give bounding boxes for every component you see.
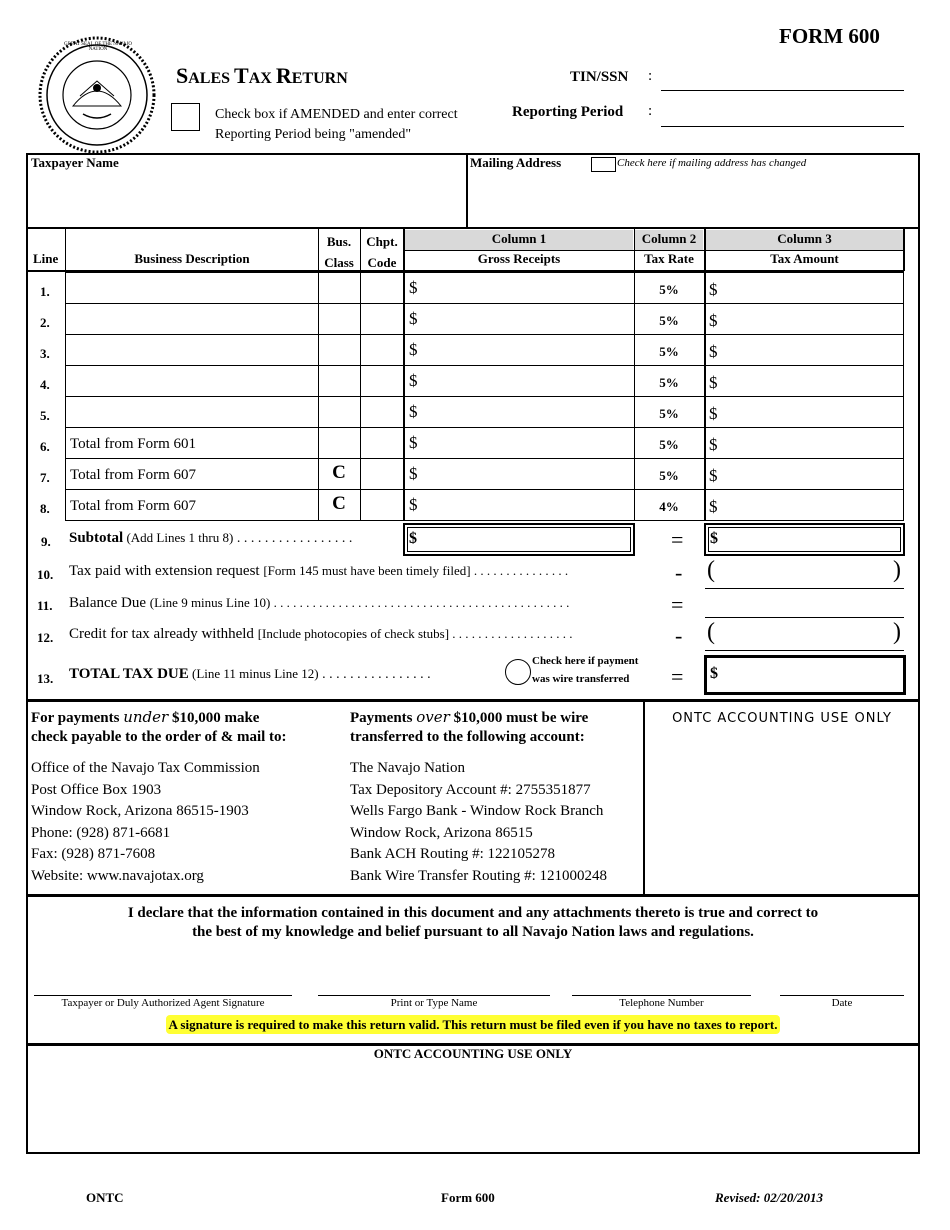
tax-amount-dollar: $ (709, 373, 718, 392)
line-9-tax-amount[interactable] (704, 523, 905, 556)
chpt-code-cell[interactable] (360, 489, 404, 521)
tax-amount-dollar: $ (709, 435, 718, 454)
line-13-dollar: $ (710, 665, 718, 682)
tax-rate-value: 5% (659, 282, 679, 297)
gross-receipts-cell[interactable] (403, 303, 635, 335)
line-9-dots: . . . . . . . . . . . . . . . . . (233, 531, 353, 546)
tax-rate-value: 5% (659, 313, 679, 328)
grid-line (903, 228, 905, 271)
gross-receipts-cell[interactable] (403, 272, 635, 304)
amended-instruction (215, 105, 458, 145)
line-13-dots: . . . . . . . . . . . . . . . . (318, 667, 431, 682)
tax-amount-cell[interactable] (704, 365, 904, 397)
period-colon: : (648, 103, 653, 119)
under-post: $10,000 make (168, 710, 260, 726)
chpt-code-cell[interactable] (360, 303, 404, 335)
col-chpt-header (361, 231, 403, 273)
line-number: 3. (40, 346, 50, 361)
business-description-cell[interactable] (65, 303, 319, 335)
business-description-cell[interactable] (65, 334, 319, 366)
tax-amount-cell[interactable] (704, 396, 904, 428)
tax-rate-value: 4% (659, 499, 679, 514)
line-number: 1. (40, 284, 50, 299)
over-pre: Payments (350, 710, 417, 726)
mail-line: Website: www.navajotax.org (31, 867, 204, 884)
line-13-equals: = (671, 664, 684, 689)
tax-rate-value: 5% (659, 375, 679, 390)
tax-amount-cell[interactable] (704, 458, 904, 490)
signature-label: Taxpayer or Duly Authorized Agent Signature (61, 997, 265, 1009)
col-bus-header-1: Bus. (326, 234, 352, 249)
line-10-minus: - (675, 560, 683, 585)
tin-label: TIN/SSN (570, 69, 629, 85)
line-12-label (69, 626, 684, 643)
print-name-label: Print or Type Name (390, 997, 478, 1009)
grid-line (65, 228, 66, 271)
tin-input[interactable] (661, 90, 904, 91)
tax-rate-value: 5% (659, 344, 679, 359)
gross-receipts-dollar: $ (409, 433, 418, 452)
tax-amount-dollar: $ (709, 280, 718, 299)
signature-warning-text: A signature is required to make this return valid. This return must be filed even if you have no taxes to report. (166, 1015, 781, 1034)
line-11-dots: . . . . . . . . . . . . . . . . . . . . . . . . . . . . . . . . . . . . . . . . . . . . . . (270, 595, 570, 610)
name-row-bottom (27, 227, 919, 229)
title-letter: R (275, 63, 292, 88)
taxpayer-name-label: Taxpayer Name (31, 155, 119, 170)
gross-receipts-cell[interactable] (403, 365, 635, 397)
footer-left: ONTC (86, 1190, 124, 1205)
tax-amount-cell[interactable] (704, 334, 904, 366)
mailing-address-field[interactable] (468, 174, 918, 226)
gross-receipts-dollar: $ (409, 371, 418, 390)
bus-class-cell[interactable] (318, 396, 361, 428)
title-rest: ETURN (291, 70, 348, 87)
bus-class-cell[interactable] (318, 365, 361, 397)
seal-text: GREAT SEAL OF THE NAVAJO NATION (63, 42, 133, 52)
gross-receipts-dollar: $ (409, 495, 418, 514)
line-13-note: (Line 11 minus Line 12) (188, 666, 319, 681)
mail-line: Phone: (928) 871-6681 (31, 824, 171, 841)
line-10-input[interactable] (705, 588, 904, 589)
telephone-input[interactable] (572, 995, 751, 996)
over-heading-line-2: transferred to the following account: (350, 729, 585, 745)
col-line-header: Line (33, 251, 59, 266)
grid-line (403, 228, 405, 271)
line-13-number: 13. (37, 671, 54, 686)
chpt-code-cell[interactable] (360, 272, 404, 304)
mail-line: Fax: (928) 871-7608 (31, 846, 156, 862)
line-12-lparen: ( (707, 619, 715, 645)
gross-receipts-cell[interactable] (403, 489, 635, 521)
header-mid-line (404, 250, 904, 251)
reporting-period-label: Reporting Period (512, 104, 624, 120)
print-name-input[interactable] (318, 995, 550, 996)
form-number: FORM 600 (779, 24, 880, 48)
amended-line-2: Reporting Period being "amended" (215, 127, 412, 142)
footer-revised: Revised: 02/20/2013 (715, 1190, 823, 1205)
mailing-changed-checkbox[interactable] (591, 157, 616, 172)
col-desc-header: Business Description (134, 251, 250, 266)
payment-divider (643, 701, 645, 895)
line-9-title: Subtotal (69, 530, 124, 546)
line-12-input[interactable] (705, 650, 904, 651)
gross-receipts-cell[interactable] (403, 396, 635, 428)
line-9-number: 9. (41, 534, 51, 549)
line-number: 7. (40, 470, 50, 485)
chpt-code-cell[interactable] (360, 427, 404, 459)
line-number: 5. (40, 408, 50, 423)
bus-class-cell[interactable] (318, 272, 361, 304)
line-11-title: Balance Due (69, 595, 150, 611)
amended-line-1: Check box if AMENDED and enter correct (215, 107, 458, 122)
gross-receipts-cell[interactable] (403, 427, 635, 459)
line-12-minus: - (675, 623, 683, 648)
col-bus-header-2: Class (324, 255, 354, 270)
chpt-code-cell[interactable] (360, 334, 404, 366)
wire-transfer-radio[interactable] (505, 659, 531, 685)
line-12-dots: . . . . . . . . . . . . . . . . . . . (449, 626, 573, 641)
under-heading-line-1 (31, 708, 287, 728)
total-tax-due-input[interactable] (704, 655, 906, 695)
declaration-text (28, 904, 918, 942)
over-post: $10,000 must be wire (449, 710, 589, 726)
line-column-divider (65, 271, 66, 272)
line-9-dollar: $ (409, 530, 417, 547)
tax-amount-dollar: $ (709, 342, 718, 361)
date-label: Date (831, 997, 853, 1009)
signature-warning (28, 1017, 918, 1033)
chpt-code-cell[interactable] (360, 396, 404, 428)
line-10-number: 10. (37, 567, 54, 582)
gross-receipts-dollar: $ (409, 340, 418, 359)
col-chpt-header-1: Chpt. (366, 234, 398, 249)
title-letter: S (176, 63, 189, 88)
under-heading-line-2: check payable to the order of & mail to: (31, 729, 287, 745)
line-11-input[interactable] (705, 617, 904, 618)
grid-line (360, 228, 361, 271)
tax-amount-dollar: $ (709, 466, 718, 485)
line-9-note: (Add Lines 1 thru 8) (123, 530, 234, 545)
signature-input[interactable] (34, 995, 292, 996)
tax-amount-dollar: $ (709, 311, 718, 330)
line-10-lparen: ( (707, 557, 715, 583)
gross-receipts-dollar: $ (409, 278, 418, 297)
mailing-address-block (31, 758, 260, 887)
mail-line: Post Office Box 1903 (31, 781, 162, 798)
wire-line: Tax Depository Account #: 2755351877 (350, 781, 591, 798)
grid-line (318, 228, 319, 271)
col1-bottom-header: Gross Receipts (477, 251, 561, 266)
ontc-accounting-label-2: ONTC ACCOUNTING USE ONLY (373, 1046, 573, 1061)
line-11-number: 11. (37, 598, 53, 613)
taxpayer-name-field[interactable] (28, 172, 464, 226)
grid-line (704, 228, 706, 271)
wire-line: Bank Wire Transfer Routing #: 121000248 (350, 867, 608, 884)
wire-label-1: Check here if payment (532, 655, 639, 667)
line-11-label (69, 595, 679, 612)
col3-bottom-header: Tax Amount (770, 251, 839, 266)
declaration-line-1: I declare that the information contained in this document and any attachments thereto is true and correct to (127, 905, 819, 921)
business-description-cell[interactable] (65, 396, 319, 428)
gross-receipts-dollar: $ (409, 309, 418, 328)
title-letter: T (234, 63, 249, 88)
line-number: 8. (40, 501, 50, 516)
over-word: over (416, 708, 450, 726)
col1-top-header: Column 1 (491, 231, 547, 246)
chpt-code-cell[interactable] (360, 458, 404, 490)
row-description: Total from Form 601 (70, 436, 197, 452)
under-word: under (123, 708, 169, 726)
line-10-dots: . . . . . . . . . . . . . . . (470, 563, 569, 578)
tax-amount-dollar: $ (709, 404, 718, 423)
bus-class-cell[interactable] (318, 334, 361, 366)
col3-top-header: Column 3 (777, 231, 832, 246)
gross-receipts-dollar: $ (409, 402, 418, 421)
chpt-code-cell[interactable] (360, 365, 404, 397)
over-heading (350, 708, 588, 747)
col2-bottom-header: Tax Rate (644, 251, 694, 266)
tax-amount-cell[interactable] (704, 272, 904, 304)
line-10-rparen: ) (893, 557, 901, 583)
declaration-line-2: the best of my knowledge and belief pursuant to all Navajo Nation laws and regulations. (192, 924, 754, 940)
line-9-equals: = (671, 527, 684, 552)
tax-amount-cell[interactable] (704, 303, 904, 335)
wire-account-block (350, 758, 607, 887)
under-heading (31, 708, 287, 747)
bus-class-cell[interactable] (318, 303, 361, 335)
title-rest: ALES (188, 70, 235, 87)
row-bus-class: C (332, 493, 346, 514)
line-10-label (69, 563, 684, 580)
row-description: Total from Form 607 (70, 467, 197, 483)
line-number: 6. (40, 439, 50, 454)
line-10-title: Tax paid with extension request (69, 563, 264, 579)
mailing-address-label: Mailing Address (470, 155, 562, 170)
footer-center: Form 600 (441, 1190, 495, 1205)
line-13-label (69, 666, 507, 683)
row-description: Total from Form 607 (70, 498, 197, 514)
line-10-note: [Form 145 must have been timely filed] (263, 563, 471, 578)
line-number: 4. (40, 377, 50, 392)
tax-amount-cell[interactable] (704, 489, 904, 521)
business-description-cell[interactable] (65, 365, 319, 397)
col-bus-header (319, 231, 359, 273)
page-title (176, 63, 348, 89)
wire-line: The Navajo Nation (350, 760, 465, 776)
line-9-gross-receipts[interactable] (403, 523, 635, 556)
mail-line: Office of the Navajo Tax Commission (31, 760, 260, 776)
mail-line: Window Rock, Arizona 86515-1903 (31, 803, 249, 819)
reporting-period-input[interactable] (661, 126, 904, 127)
tax-rate-value: 5% (659, 406, 679, 421)
bus-class-cell[interactable] (318, 427, 361, 459)
ontc-accounting-label-1: ONTC ACCOUNTING USE ONLY (672, 711, 892, 726)
gross-receipts-cell[interactable] (403, 458, 635, 490)
tax-amount-cell[interactable] (704, 427, 904, 459)
tin-colon: : (648, 68, 653, 84)
wire-line: Wells Fargo Bank - Window Rock Branch (350, 803, 604, 819)
line-9-tax-dollar: $ (710, 530, 718, 547)
line-13-title: TOTAL TAX DUE (69, 666, 189, 682)
title-rest: AX (248, 70, 276, 87)
col2-top-header: Column 2 (641, 231, 697, 246)
navajo-seal-icon (35, 36, 159, 154)
line-11-note: (Line 9 minus Line 10) (149, 595, 271, 610)
line-12-number: 12. (37, 630, 54, 645)
tax-rate-value: 5% (659, 468, 679, 483)
mailing-changed-label: Check here if mailing address has changed (617, 157, 807, 169)
over-heading-line-1 (350, 708, 588, 728)
wire-label-2: was wire transferred (532, 673, 630, 685)
gross-receipts-dollar: $ (409, 464, 418, 483)
line-number: 2. (40, 315, 50, 330)
business-description-cell[interactable] (65, 272, 319, 304)
line-11-equals: = (671, 592, 684, 617)
gross-receipts-cell[interactable] (403, 334, 635, 366)
row-bus-class: C (332, 462, 346, 483)
wire-line: Window Rock, Arizona 86515 (350, 824, 533, 841)
line-12-rparen: ) (893, 619, 901, 645)
line-12-note: [Include photocopies of check stubs] (257, 626, 450, 641)
grid-line (634, 228, 635, 271)
tax-amount-dollar: $ (709, 497, 718, 516)
date-input[interactable] (780, 995, 904, 996)
telephone-label: Telephone Number (619, 997, 704, 1009)
amended-checkbox[interactable] (171, 103, 200, 131)
wire-transfer-label (532, 652, 638, 688)
under-pre: For payments (31, 710, 124, 726)
col-chpt-header-2: Code (367, 255, 397, 270)
wire-line: Bank ACH Routing #: 122105278 (350, 846, 556, 862)
line-12-title: Credit for tax already withheld (69, 626, 258, 642)
line-9-label (69, 530, 403, 547)
tax-rate-value: 5% (659, 437, 679, 452)
